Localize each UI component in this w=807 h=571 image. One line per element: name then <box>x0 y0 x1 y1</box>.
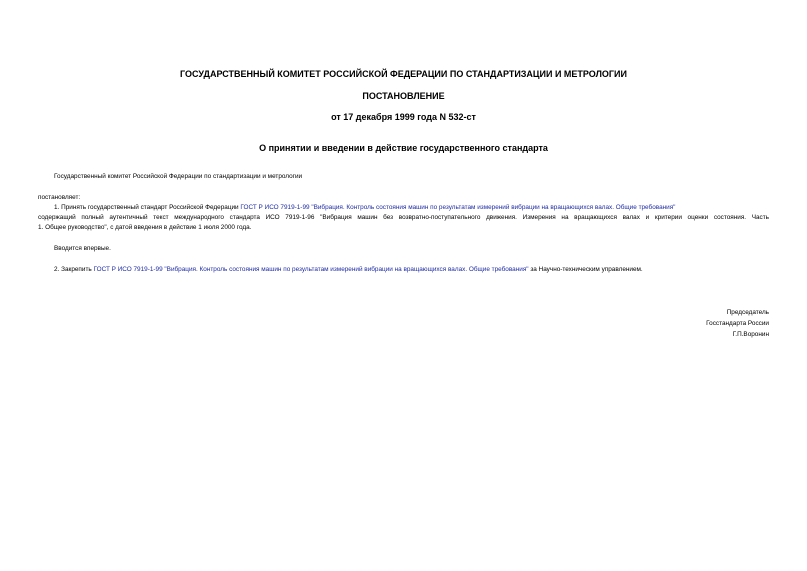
signature-title: Председатель <box>726 309 769 316</box>
document-type: ПОСТАНОВЛЕНИЕ <box>362 91 445 101</box>
gost-link-item2[interactable]: ГОСТ Р ИСО 7919-1-99 "Вибрация. Контроль состояния машин по результатам измерений вибрации на вращающихся валах. Общие требования" <box>93 266 529 273</box>
item2-suffix: за Научно-техническим управлением. <box>528 266 643 273</box>
resolves-paragraph: постановляет: <box>38 194 81 201</box>
introduced-first-note: Вводится впервые. <box>54 245 111 252</box>
item1-line3: 1. Общее руководство", с датой введения в действие 1 июля 2000 года. <box>38 224 252 231</box>
item1-line1 <box>54 203 675 213</box>
committee-title: ГОСУДАРСТВЕННЫЙ КОМИТЕТ РОССИЙСКОЙ ФЕДЕРАЦИИ ПО СТАНДАРТИЗАЦИИ И МЕТРОЛОГИИ <box>180 69 627 79</box>
item2-paragraph <box>54 265 643 275</box>
item1-prefix: 1. Принять государственный стандарт Российской Федерации <box>54 204 241 211</box>
document-date-number: от 17 декабря 1999 года N 532-ст <box>331 112 476 122</box>
item1-line2: содержащий полный аутентичный текст международного стандарта ИСО 7919-1-96 "Вибрация машин без возвратно-поступательного движения. Измерения на вращающихся валах и критерии оценки состояния. Часть <box>38 214 769 221</box>
signature-org: Госстандарта России <box>706 320 769 327</box>
intro-paragraph: Государственный комитет Российской Федерации по стандартизации и метрологии <box>54 173 303 180</box>
gost-link-item1[interactable]: ГОСТ Р ИСО 7919-1-99 "Вибрация. Контроль состояния машин по результатам измерений вибрации на вращающихся валах. Общие требования" <box>240 204 676 211</box>
signature-name: Г.П.Воронин <box>732 331 769 338</box>
document-subject: О принятии и введении в действие государственного стандарта <box>259 143 548 153</box>
item2-prefix: 2. Закрепить <box>54 266 94 273</box>
